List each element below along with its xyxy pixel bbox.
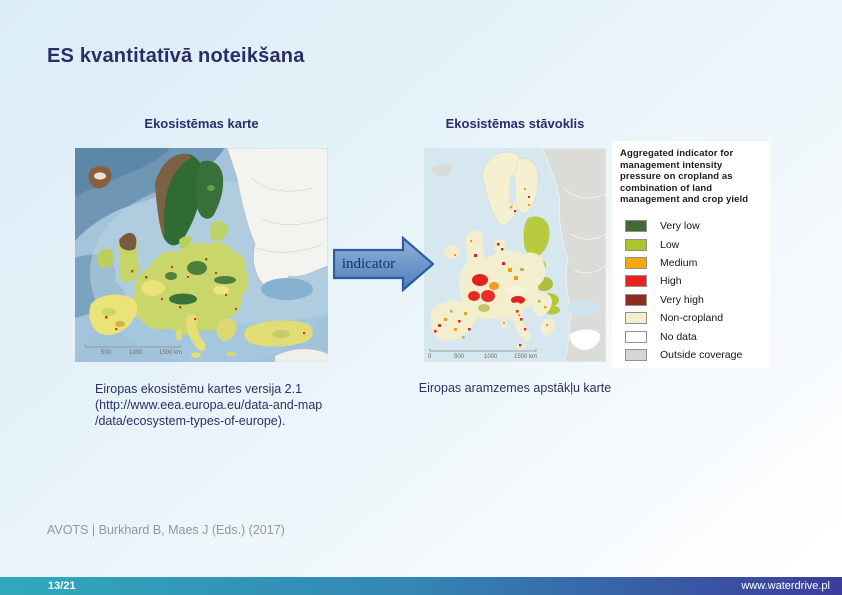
- legend-row-high: [620, 272, 762, 290]
- legend-row-very-high: [620, 291, 762, 309]
- right-scale-label-1000: 1000: [484, 354, 498, 360]
- legend-swatch-very-high: [625, 294, 647, 306]
- left-scale-label-1000: 1000: [129, 350, 143, 356]
- legend-row-low: [620, 235, 762, 253]
- condition-map-image: [424, 148, 606, 362]
- website-link[interactable]: www.waterdrive.pl: [741, 580, 830, 592]
- legend-label: Low: [660, 238, 680, 251]
- legend-label: Outside coverage: [660, 348, 743, 361]
- left-scale-label-500: 500: [101, 350, 112, 356]
- legend-swatch-non-cropland: [625, 312, 647, 324]
- page-title: ES kvantitatīvā noteikšana: [47, 45, 305, 67]
- condition-map-graphic: [424, 148, 606, 362]
- ecosystem-map-image: [75, 148, 328, 362]
- legend-label: Medium: [660, 256, 698, 269]
- legend-swatch-medium: [625, 257, 647, 269]
- legend-label: Very low: [660, 220, 700, 233]
- left-caption-line2: (http://www.eea.europa.eu/data-and-map: [95, 398, 323, 412]
- right-scale-label-1500: 1500 km: [514, 354, 538, 360]
- legend-swatch-very-low: [625, 220, 647, 232]
- left-map-caption: [95, 381, 322, 429]
- legend-swatch-outside-coverage: [625, 349, 647, 361]
- page-number: 13/21: [48, 580, 76, 592]
- source-attribution: AVOTS | Burkhard B, Maes J (Eds.) (2017): [47, 523, 285, 537]
- legend-row-non-cropland: [620, 309, 762, 327]
- left-caption-line3: /data/ecosystem-types-of-europe).: [95, 414, 286, 428]
- arrow-label: indicator: [341, 256, 396, 272]
- left-caption-line1: Eiropas ekosistēmu kartes versija 2.1: [95, 382, 303, 396]
- ecosystem-map-graphic: [75, 148, 328, 362]
- legend-row-no-data: [620, 327, 762, 345]
- legend-items: [620, 217, 762, 364]
- legend-label: No data: [660, 330, 697, 343]
- legend-row-very-low: [620, 217, 762, 235]
- legend-label: High: [660, 275, 682, 288]
- legend-row-medium: [620, 254, 762, 272]
- legend-label: Very high: [660, 293, 704, 306]
- footer-bar: [0, 577, 842, 595]
- legend-swatch-high: [625, 275, 647, 287]
- legend-swatch-no-data: [625, 331, 647, 343]
- legend-panel: [612, 141, 770, 368]
- left-scale-label-1500: 1500 km: [159, 350, 183, 356]
- right-map-caption: Eiropas aramzemes apstākļu karte: [418, 381, 612, 395]
- legend-row-outside-coverage: [620, 346, 762, 364]
- legend-title: Aggregated indicator for management intensity pressure on cropland as combination of land management and crop yield: [620, 148, 749, 206]
- legend-swatch-low: [625, 239, 647, 251]
- indicator-arrow: [333, 236, 434, 292]
- right-scale-label-500: 500: [454, 354, 465, 360]
- right-scale-label-0: 0: [428, 354, 432, 360]
- left-map-heading: Ekosistēmas karte: [144, 116, 259, 131]
- legend-label: Non-cropland: [660, 312, 724, 325]
- right-map-heading: Ekosistēmas stāvoklis: [445, 116, 585, 131]
